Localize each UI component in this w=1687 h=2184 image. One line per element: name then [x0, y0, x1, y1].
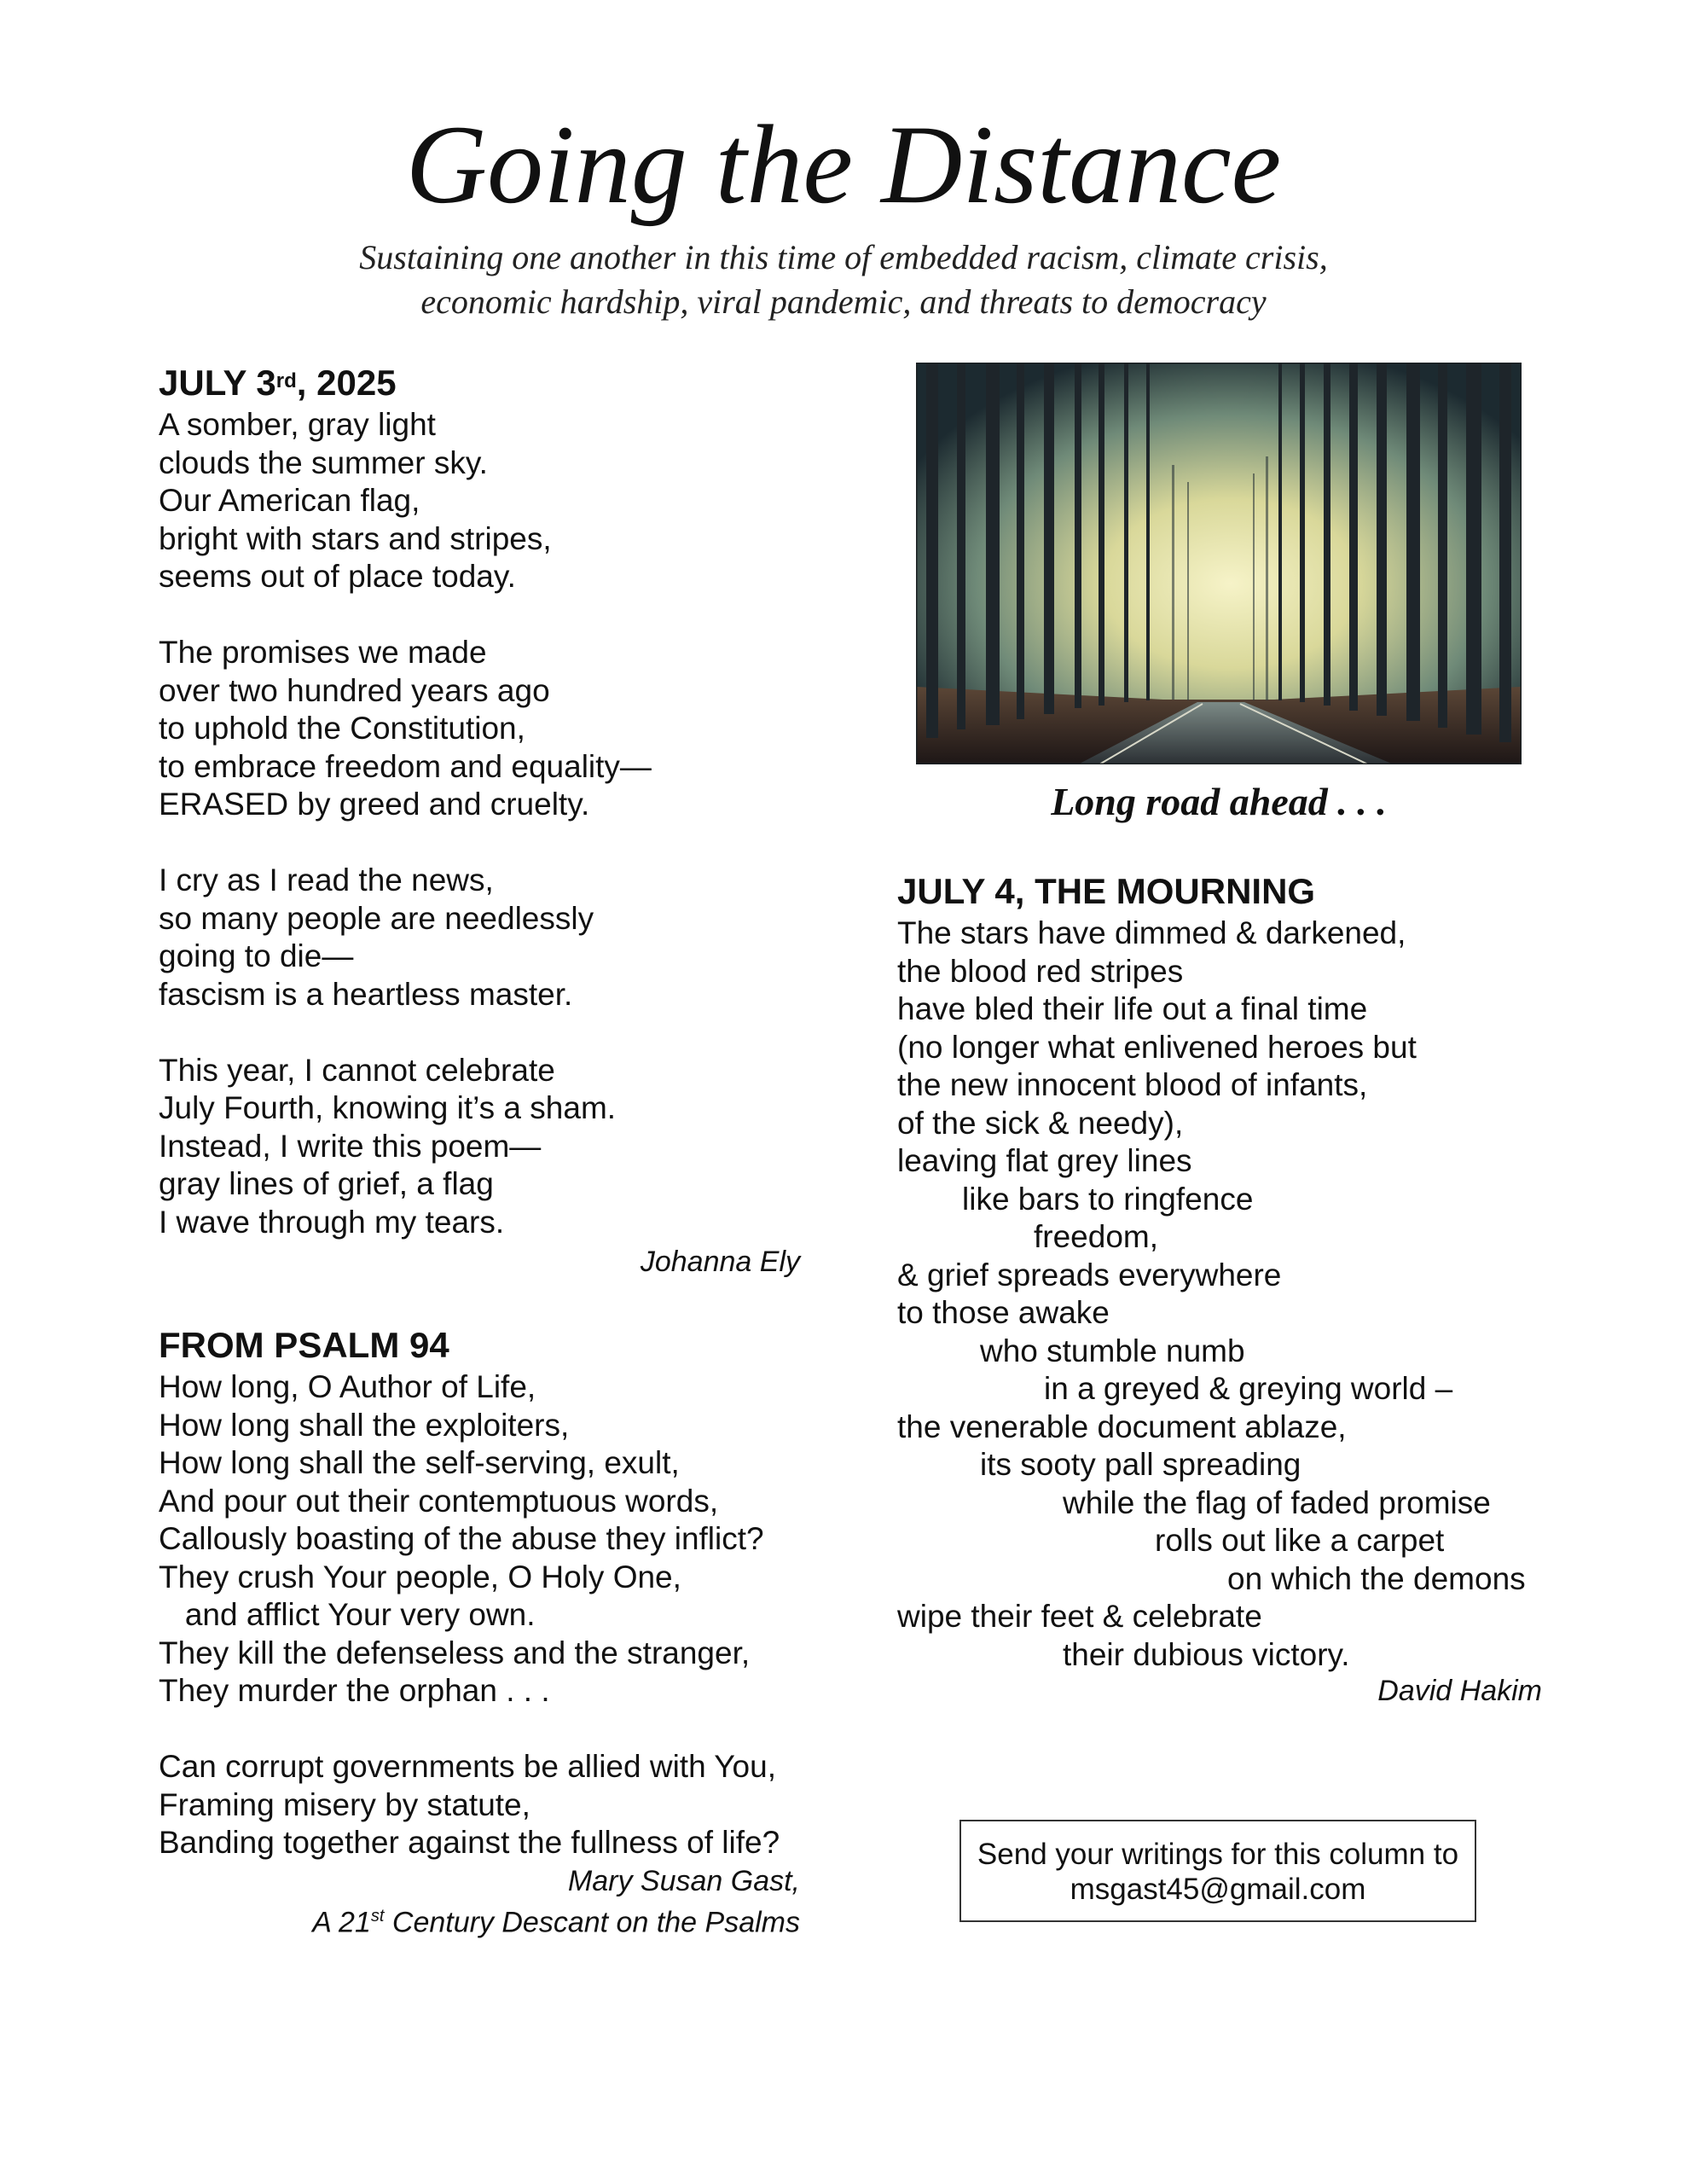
poem-line: to embrace freedom and equality—: [159, 748, 652, 784]
subtitle: [0, 235, 1687, 324]
author-name: Mary Susan Gast,: [567, 1864, 800, 1897]
poem-line: How long shall the self-serving, exult,: [159, 1445, 680, 1480]
stanza-break: [159, 596, 807, 635]
poem-title-july-4: JULY 4, THE MOURNING: [897, 871, 1316, 911]
poem-line: clouds the summer sky.: [159, 444, 488, 480]
poem-line: gray lines of grief, a flag: [159, 1166, 494, 1201]
poem-line: seems out of place today.: [159, 559, 516, 594]
photo-caption: Long road ahead . . .: [1051, 780, 1387, 823]
poem-line: Our American flag,: [159, 483, 420, 518]
poem-title-part: JULY 3: [159, 363, 276, 403]
poem-line: the new innocent blood of infants,: [897, 1067, 1368, 1102]
poem-line: the blood red stripes: [897, 953, 1184, 989]
page-title: Going the Distance: [405, 102, 1282, 227]
poem-line: I cry as I read the news,: [159, 863, 494, 897]
poem-line: They kill the defenseless and the stranger,: [159, 1635, 751, 1670]
poem-line: The promises we made: [159, 635, 487, 670]
poem-line: How long shall the exploiters,: [159, 1407, 570, 1443]
right-column: [897, 870, 1545, 1709]
poem-line: I wave through my tears.: [159, 1204, 505, 1240]
subtitle-line-1: Sustaining one another in this time of embedded racism, climate crisis,: [359, 238, 1328, 276]
poem-line: and afflict Your very own.: [159, 1597, 536, 1632]
poem-line: going to die—: [159, 938, 354, 973]
poem-line: like bars to ringfence: [962, 1181, 1254, 1217]
poem-line: wipe their feet & celebrate: [897, 1599, 1262, 1634]
poem-line: And pour out their contemptuous words,: [159, 1483, 719, 1519]
submission-box: [959, 1820, 1476, 1922]
poem-line: over two hundred years ago: [159, 672, 550, 708]
author-source: [159, 1899, 800, 1940]
poem-title-psalm-94: FROM PSALM 94: [159, 1325, 449, 1365]
poem-line: freedom,: [1034, 1219, 1159, 1254]
author-source-superscript: st: [370, 1906, 385, 1926]
poem-line: (no longer what enlivened heroes but: [897, 1029, 1417, 1065]
stanza-break: [159, 1711, 807, 1749]
poem-line: of the sick & needy),: [897, 1105, 1184, 1141]
poem-line: Can corrupt governments be allied with You,: [159, 1749, 776, 1784]
stanza-break: [159, 1014, 807, 1052]
stanza-break: [159, 824, 807, 863]
poem-author: [159, 1864, 800, 1940]
poem-line: Callously boasting of the abuse they inflict?: [159, 1521, 764, 1556]
poem-line: A somber, gray light: [159, 407, 436, 442]
poem-line: Instead, I write this poem—: [159, 1128, 542, 1164]
forest-road-photo: [916, 363, 1522, 764]
poem-line: to uphold the Constitution,: [159, 711, 525, 746]
poem-line: have bled their life out a final time: [897, 991, 1368, 1026]
poem-line: their dubious victory.: [1063, 1636, 1350, 1672]
poem-line: so many people are needlessly: [159, 900, 594, 936]
poem-line: The stars have dimmed & darkened,: [897, 915, 1406, 950]
poem-line: fascism is a heartless master.: [159, 976, 573, 1012]
poem-author: David Hakim: [1377, 1675, 1542, 1707]
poem-line: & grief spreads everywhere: [897, 1257, 1282, 1292]
author-source-part: A 21: [312, 1905, 371, 1938]
submission-email[interactable]: msgast45@gmail.com: [1070, 1873, 1366, 1906]
poem-body-july-3: [159, 406, 807, 1241]
poem-line: while the flag of faded promise: [1063, 1484, 1491, 1520]
poem-line: who stumble numb: [980, 1333, 1245, 1368]
poem-line: ERASED by greed and cruelty.: [159, 787, 590, 822]
poem-line: Banding together against the fullness of life?: [159, 1825, 780, 1860]
poem-title-superscript: rd: [275, 369, 297, 392]
poem-line: on which the demons: [1227, 1560, 1526, 1596]
author-source-part: Century Descant on the Psalms: [384, 1905, 800, 1938]
poem-title-part: , 2025: [296, 363, 397, 403]
poem-line: its sooty pall spreading: [980, 1447, 1301, 1482]
poem-title-july-3: [159, 362, 807, 404]
masthead: [0, 101, 1687, 324]
poem-line: the venerable document ablaze,: [897, 1409, 1347, 1444]
submission-text: Send your writings for this column to: [977, 1838, 1459, 1871]
poem-line: They murder the orphan . . .: [159, 1673, 550, 1708]
poem-line: They crush Your people, O Holy One,: [159, 1559, 681, 1594]
subtitle-line-2: economic hardship, viral pandemic, and threats to democracy: [420, 282, 1267, 321]
poem-body-psalm-94: [159, 1368, 807, 1862]
poem-line: in a greyed & greying world –: [1044, 1371, 1453, 1406]
left-column: [159, 362, 807, 1940]
poem-line: leaving flat grey lines: [897, 1143, 1192, 1178]
poem-line: to those awake: [897, 1295, 1110, 1330]
poem-line: bright with stars and stripes,: [159, 520, 552, 556]
poem-author: Johanna Ely: [640, 1246, 800, 1278]
poem-line: rolls out like a carpet: [1155, 1523, 1445, 1558]
poem-line: July Fourth, knowing it’s a sham.: [159, 1090, 617, 1125]
poem-body-july-4: [897, 915, 1545, 1674]
poem-line: This year, I cannot celebrate: [159, 1052, 555, 1088]
poem-line: How long, O Author of Life,: [159, 1369, 536, 1404]
poem-line: Framing misery by statute,: [159, 1786, 530, 1822]
